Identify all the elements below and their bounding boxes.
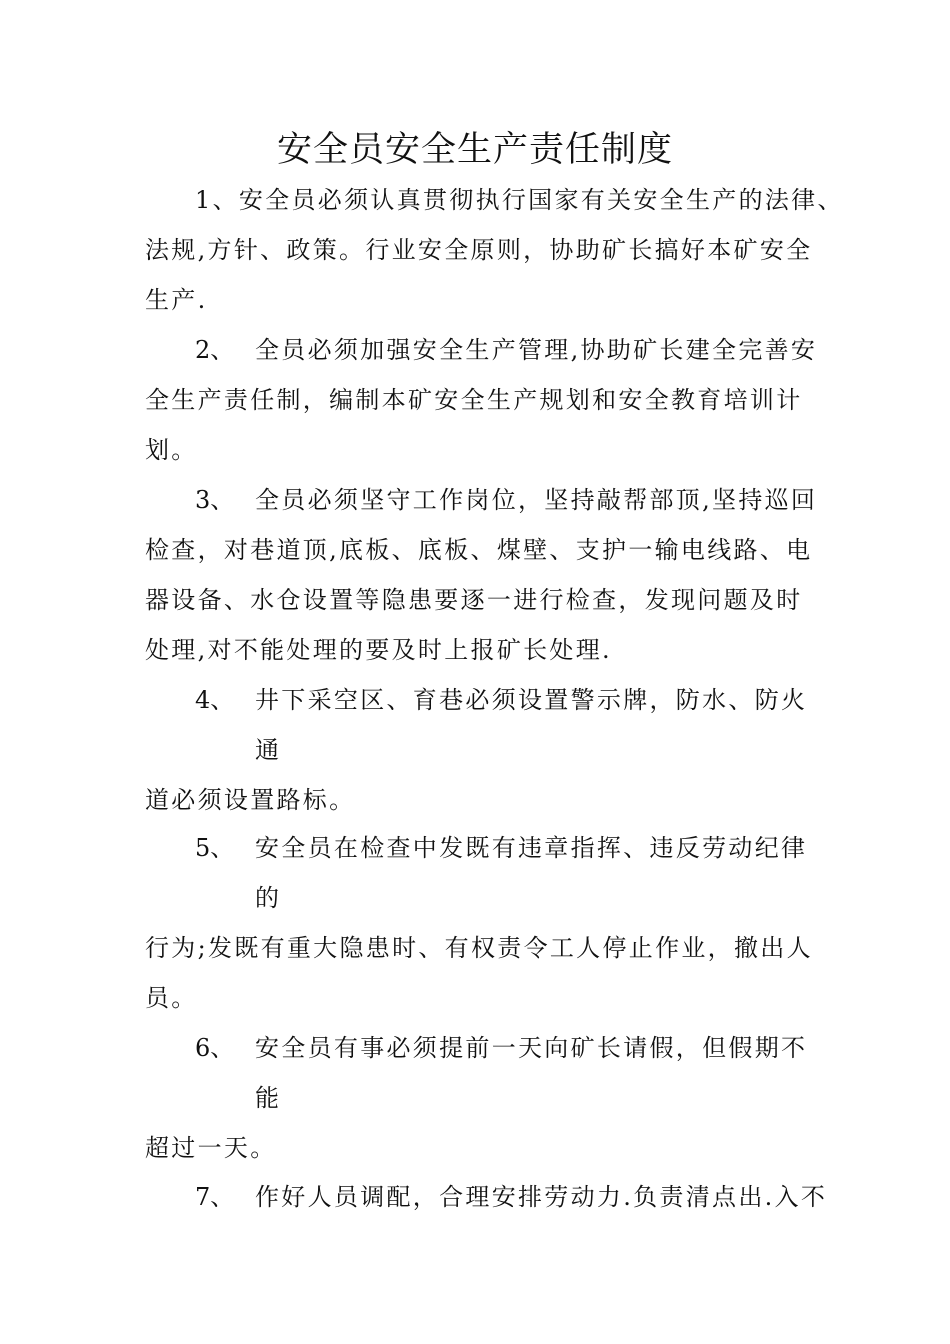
- item-6-line-2: 能: [255, 1084, 282, 1112]
- item-5-line-4: 员。: [145, 984, 198, 1012]
- item-5-line-3: 行为;发既有重大隐患时、有权责令工人停止作业，撤出人: [145, 934, 813, 962]
- document-title: 安全员安全生产责任制度: [276, 130, 673, 170]
- item-6-line-1: 安全员有事必须提前一天向矿长请假，但假期不: [255, 1034, 808, 1062]
- item-1-line-3: 生产.: [145, 286, 208, 314]
- item-3-line-2: 检查，对巷道顶,底板、底板、煤壁、支护一输电线路、电: [145, 536, 813, 564]
- item-3-line-4: 处理,对不能处理的要及时上报矿长处理.: [145, 636, 612, 664]
- item-2-line-2: 全生产责任制，编制本矿安全生产规划和安全教育培训计: [145, 386, 803, 414]
- item-7-line-1: 作好人员调配，合理安排劳动力.负责清点出.入不: [255, 1183, 828, 1211]
- item-3-line-3: 器设备、水仓设置等隐患要逐一进行检查，发现问题及时: [145, 586, 803, 614]
- item-5-line-1: 安全员在检查中发既有违章指挥、违反劳动纪律: [255, 834, 808, 862]
- item-3-number: 3、: [195, 486, 235, 514]
- item-4-line-3: 道必须设置路标。: [145, 786, 356, 814]
- item-5-line-2: 的: [255, 884, 282, 912]
- item-7-number: 7、: [195, 1183, 235, 1211]
- item-4-line-2: 通: [255, 736, 282, 764]
- item-2-line-3: 划。: [145, 436, 198, 464]
- item-4-number: 4、: [195, 686, 235, 714]
- item-6-line-3: 超过一天。: [145, 1134, 277, 1162]
- item-3-line-1: 全员必须坚守工作岗位，坚持敲帮部顶,坚持巡回: [255, 486, 818, 514]
- item-4-line-1: 井下采空区、育巷必须设置警示牌，防水、防火: [255, 686, 808, 714]
- item-5-number: 5、: [195, 834, 235, 862]
- item-6-number: 6、: [195, 1034, 235, 1062]
- item-2-number: 2、: [195, 336, 235, 364]
- item-1-line-1: 1、安全员必须认真贯彻执行国家有关安全生产的法律、: [195, 186, 844, 214]
- item-2-line-1: 全员必须加强安全生产管理,协助矿长建全完善安: [255, 336, 818, 364]
- item-1-line-2: 法规,方针、政策。行业安全原则，协助矿长搞好本矿安全: [145, 236, 813, 264]
